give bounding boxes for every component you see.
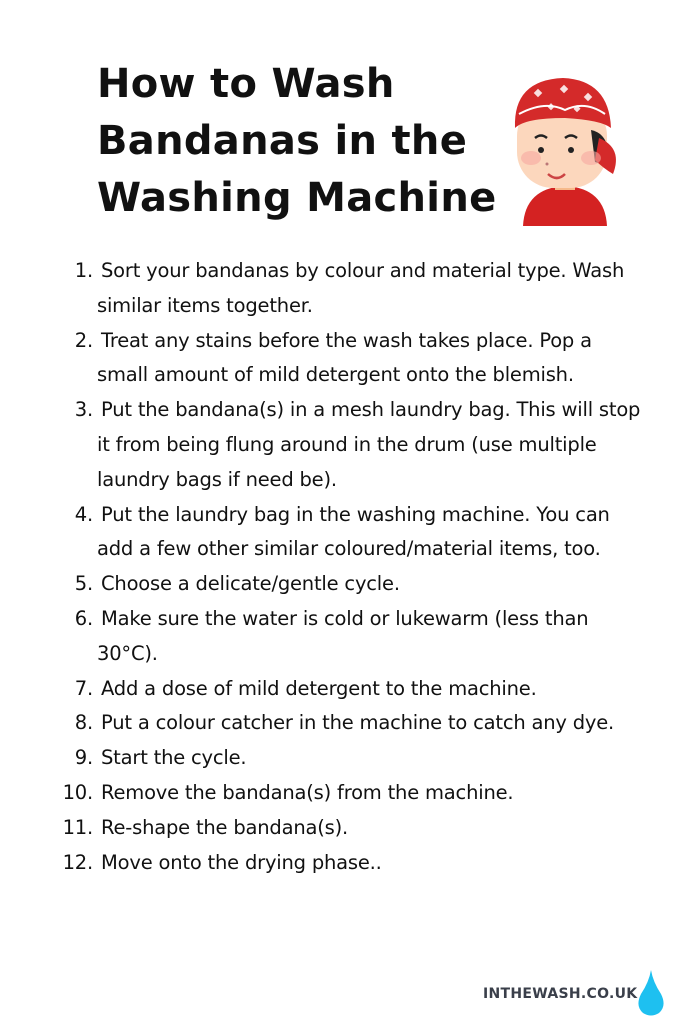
- title-line: Bandanas in the: [97, 118, 468, 164]
- step-number: 6.: [74, 606, 93, 630]
- step-text: Sort your bandanas by colour and material type. Wash similar items together.: [97, 259, 625, 317]
- step-number: 8.: [74, 711, 93, 735]
- brand-link[interactable]: INTHEWASH.CO.UK: [483, 986, 638, 1002]
- step-text: Put the bandana(s) in a mesh laundry bag. This will stop it from being flung around in the drum (use multiple laundry bags if need be).: [97, 398, 641, 491]
- step-number: 2.: [74, 328, 93, 352]
- step-number: 5.: [74, 572, 93, 596]
- step-number: 9.: [74, 746, 93, 770]
- step-text: Make sure the water is cold or lukewarm (less than 30°C).: [97, 606, 589, 665]
- step-number: 10.: [62, 780, 93, 804]
- step-text: Move onto the drying phase..: [101, 850, 382, 874]
- step-number: 11.: [62, 815, 93, 839]
- list-item: [0, 741, 683, 776]
- step-number: 3.: [74, 398, 93, 422]
- title-line: Washing Machine: [97, 175, 497, 221]
- list-item: [0, 811, 683, 846]
- list-item: [0, 672, 683, 707]
- step-text: Add a dose of mild detergent to the machine.: [101, 676, 537, 700]
- step-text: Re-shape the bandana(s).: [101, 815, 349, 839]
- list-item: [0, 846, 683, 881]
- page-title: [97, 56, 497, 227]
- list-item: [0, 706, 683, 741]
- step-text: Put the laundry bag in the washing machine. You can add a few other similar coloured/material items, too.: [97, 502, 610, 561]
- steps-list: [0, 254, 683, 880]
- step-number: 1.: [74, 259, 93, 282]
- list-item: [0, 254, 683, 324]
- step-number: 4.: [74, 502, 93, 526]
- step-number: 12.: [62, 850, 93, 874]
- step-text: Remove the bandana(s) from the machine.: [101, 780, 514, 804]
- water-drop-icon: [637, 970, 665, 1016]
- list-item: [0, 567, 683, 602]
- step-number: 7.: [74, 676, 93, 700]
- step-text: Put a colour catcher in the machine to catch any dye.: [101, 711, 615, 735]
- list-item: [0, 498, 683, 568]
- bandana-boy-illustration-icon: [505, 70, 625, 226]
- list-item: [0, 393, 683, 497]
- list-item: [0, 776, 683, 811]
- step-text: Choose a delicate/gentle cycle.: [101, 572, 400, 596]
- list-item: [0, 602, 683, 672]
- list-item: [0, 324, 683, 394]
- step-text: Start the cycle.: [101, 746, 247, 770]
- title-line: How to Wash: [97, 61, 395, 107]
- step-text: Treat any stains before the wash takes place. Pop a small amount of mild detergent onto the blemish.: [97, 328, 592, 387]
